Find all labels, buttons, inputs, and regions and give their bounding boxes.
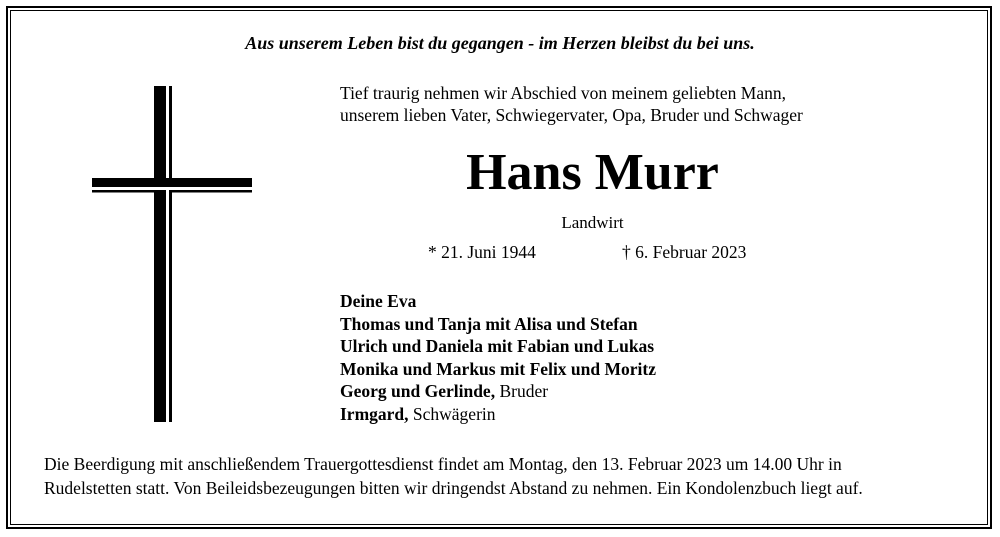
motto: Aus unserem Leben bist du gegangen - im Herzen bleibst du bei uns.: [245, 33, 755, 53]
mourner-item: [340, 403, 656, 426]
mourner-name: Thomas und Tanja mit Alisa und Stefan: [340, 313, 638, 334]
mourner-item: [340, 335, 656, 358]
funeral-line: Die Beerdigung mit anschließendem Trauergottesdienst findet am Montag, den 13. Februar 2023 um 14.00 Uhr in: [44, 454, 842, 474]
mourner-name: Monika und Markus mit Felix und Moritz: [340, 358, 656, 379]
mourner-name: Ulrich und Daniela mit Fabian und Lukas: [340, 336, 655, 356]
mourner-item: [340, 313, 656, 336]
death-date: † 6. Februar 2023: [622, 242, 747, 262]
funeral-line: Rudelstetten statt. Von Beileidsbezeugungen bitten wir dringendst Abstand zu nehmen. Ein Kondolenzbuch liegt auf.: [44, 478, 863, 498]
mourner-relation: Schwägerin: [412, 403, 496, 424]
mourner-item: [340, 380, 656, 403]
intro-line: Tief traurig nehmen wir Abschied von meinem geliebten Mann,: [340, 83, 786, 103]
birth-date: * 21. Juni 1944: [428, 242, 536, 262]
mourner-name: Georg und Gerlinde,: [340, 381, 496, 401]
cross-icon: [92, 86, 252, 422]
funeral-info: [44, 452, 964, 500]
mourner-item: [340, 358, 656, 381]
intro-text: [340, 82, 900, 126]
deceased-name: Hans Murr: [466, 144, 719, 201]
mourners-list: [340, 290, 656, 425]
deceased-occupation: Landwirt: [561, 213, 624, 232]
mourner-name: Deine Eva: [340, 291, 417, 311]
mourner-item: [340, 290, 656, 313]
mourner-relation: Bruder: [499, 381, 549, 401]
intro-line: unserem lieben Vater, Schwiegervater, Opa, Bruder und Schwager: [340, 105, 803, 125]
mourner-name: Irmgard,: [340, 403, 409, 424]
